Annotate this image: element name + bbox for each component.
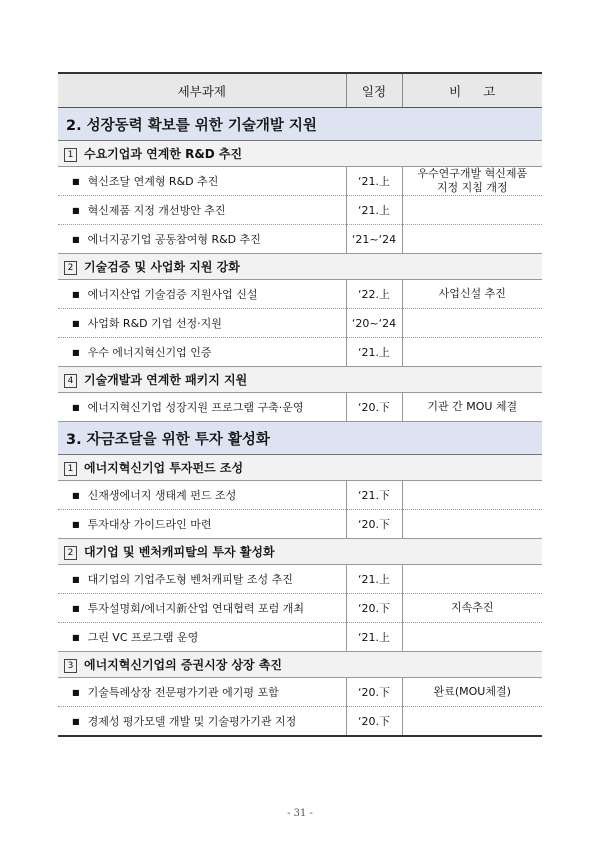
group-title-cell (58, 254, 542, 280)
table-row (58, 510, 542, 539)
table-row (58, 309, 542, 338)
table-row (58, 393, 542, 422)
task-cell (58, 393, 346, 422)
header-date: 일정 (346, 73, 402, 108)
table-row (58, 623, 542, 652)
group-number-box: 2 (64, 261, 77, 275)
task-cell (58, 167, 346, 196)
group-title: 수요기업과 연계한 R&D 추진 (84, 147, 243, 161)
group-row (58, 652, 542, 678)
date-cell: ‘21.上 (346, 565, 402, 594)
task-cell (58, 338, 346, 367)
task-text: 혁신조달 연계형 R&D 추진 (87, 175, 219, 188)
group-title-cell (58, 141, 542, 167)
task-text: 기술특례상장 전문평가기관 에기평 포함 (87, 686, 279, 699)
task-cell (58, 565, 346, 594)
date-cell: ‘20.下 (346, 678, 402, 707)
table-row (58, 196, 542, 225)
note-cell (402, 707, 542, 737)
group-title-cell (58, 455, 542, 481)
page-number: - 31 - (287, 808, 313, 819)
date-cell: ‘21.上 (346, 338, 402, 367)
task-cell (58, 481, 346, 510)
task-text: 에너지혁신기업 성장지원 프로그램 구축·운영 (87, 401, 304, 414)
task-text: 경제성 평가모델 개발 및 기술평가기관 지정 (87, 715, 297, 728)
date-cell: ‘22.上 (346, 280, 402, 309)
table-row (58, 167, 542, 196)
section-row (58, 422, 542, 455)
square-bullet-icon: ■ (72, 717, 80, 726)
table-row (58, 481, 542, 510)
square-bullet-icon: ■ (72, 575, 80, 584)
group-row (58, 254, 542, 280)
date-cell: ‘21.上 (346, 623, 402, 652)
table-row (58, 565, 542, 594)
square-bullet-icon: ■ (72, 604, 80, 613)
group-title-cell (58, 652, 542, 678)
task-cell (58, 196, 346, 225)
date-cell: ‘21.上 (346, 196, 402, 225)
task-text: 우수 에너지혁신기업 인증 (87, 346, 212, 359)
group-title: 기술검증 및 사업화 지원 강화 (84, 260, 240, 274)
task-text: 사업화 R&D 기업 선정·지원 (87, 317, 222, 330)
square-bullet-icon: ■ (72, 348, 80, 357)
note-cell (402, 481, 542, 510)
group-row (58, 455, 542, 481)
square-bullet-icon: ■ (72, 491, 80, 500)
group-title: 기술개발과 연계한 패키지 지원 (84, 373, 248, 387)
date-cell: ‘20.下 (346, 393, 402, 422)
date-cell: ‘20.下 (346, 594, 402, 623)
task-text: 혁신제품 지정 개선방안 추진 (87, 204, 226, 217)
note-cell (402, 623, 542, 652)
group-number-box: 4 (64, 374, 77, 388)
section-row (58, 108, 542, 141)
square-bullet-icon: ■ (72, 403, 80, 412)
table-row (58, 280, 542, 309)
date-cell: ‘20.下 (346, 707, 402, 737)
note-cell: 우수연구개발 혁신제품 지정 지침 개정 (402, 167, 542, 196)
task-text: 신재생에너지 생태계 펀드 조성 (87, 489, 237, 502)
task-cell (58, 594, 346, 623)
task-cell (58, 280, 346, 309)
task-cell (58, 707, 346, 737)
note-cell: 지속추진 (402, 594, 542, 623)
note-cell: 완료(MOU체결) (402, 678, 542, 707)
group-row (58, 367, 542, 393)
group-number-box: 2 (64, 546, 77, 560)
note-cell (402, 225, 542, 254)
task-cell (58, 309, 346, 338)
section-title: 3. 자금조달을 위한 투자 활성화 (58, 422, 542, 455)
task-text: 대기업의 기업주도형 벤처캐피탈 조성 추진 (87, 573, 293, 586)
task-text: 에너지산업 기술검증 지원사업 신설 (87, 288, 258, 301)
note-cell: 기관 간 MOU 체결 (402, 393, 542, 422)
section-title: 2. 성장동력 확보를 위한 기술개발 지원 (58, 108, 542, 141)
task-cell (58, 678, 346, 707)
date-cell: ‘20~‘24 (346, 309, 402, 338)
square-bullet-icon: ■ (72, 688, 80, 697)
table-header-row (58, 73, 542, 108)
group-title-cell (58, 539, 542, 565)
square-bullet-icon: ■ (72, 235, 80, 244)
table-row (58, 594, 542, 623)
task-text: 그린 VC 프로그램 운영 (87, 631, 199, 644)
group-title: 에너지혁신기업 투자펀드 조성 (84, 461, 244, 475)
task-text: 에너지공기업 공동참여형 R&D 추진 (87, 233, 261, 246)
date-cell: ‘21.下 (346, 481, 402, 510)
square-bullet-icon: ■ (72, 290, 80, 299)
task-schedule-table (58, 72, 542, 737)
note-cell (402, 338, 542, 367)
table-body (58, 108, 542, 737)
date-cell: ‘21~‘24 (346, 225, 402, 254)
square-bullet-icon: ■ (72, 177, 80, 186)
group-number-box: 3 (64, 659, 77, 673)
header-task: 세부과제 (58, 73, 346, 108)
note-cell (402, 510, 542, 539)
date-cell: ‘21.上 (346, 167, 402, 196)
table-row (58, 678, 542, 707)
task-text: 투자대상 가이드라인 마련 (87, 518, 212, 531)
task-text: 투자설명회/에너지新산업 연대협력 포럼 개최 (87, 602, 305, 615)
task-cell (58, 510, 346, 539)
header-note: 비고 (402, 73, 542, 108)
task-cell (58, 623, 346, 652)
group-title: 대기업 및 벤처캐피탈의 투자 활성화 (84, 545, 275, 559)
note-cell (402, 565, 542, 594)
note-cell (402, 196, 542, 225)
table-row (58, 338, 542, 367)
note-cell: 사업신설 추진 (402, 280, 542, 309)
group-number-box: 1 (64, 148, 77, 162)
square-bullet-icon: ■ (72, 633, 80, 642)
date-cell: ‘20.下 (346, 510, 402, 539)
table-row (58, 707, 542, 737)
square-bullet-icon: ■ (72, 520, 80, 529)
group-number-box: 1 (64, 462, 77, 476)
group-title-cell (58, 367, 542, 393)
table-row (58, 225, 542, 254)
note-cell (402, 309, 542, 338)
group-row (58, 141, 542, 167)
group-row (58, 539, 542, 565)
square-bullet-icon: ■ (72, 206, 80, 215)
group-title: 에너지혁신기업의 증권시장 상장 촉진 (84, 658, 283, 672)
task-cell (58, 225, 346, 254)
square-bullet-icon: ■ (72, 319, 80, 328)
